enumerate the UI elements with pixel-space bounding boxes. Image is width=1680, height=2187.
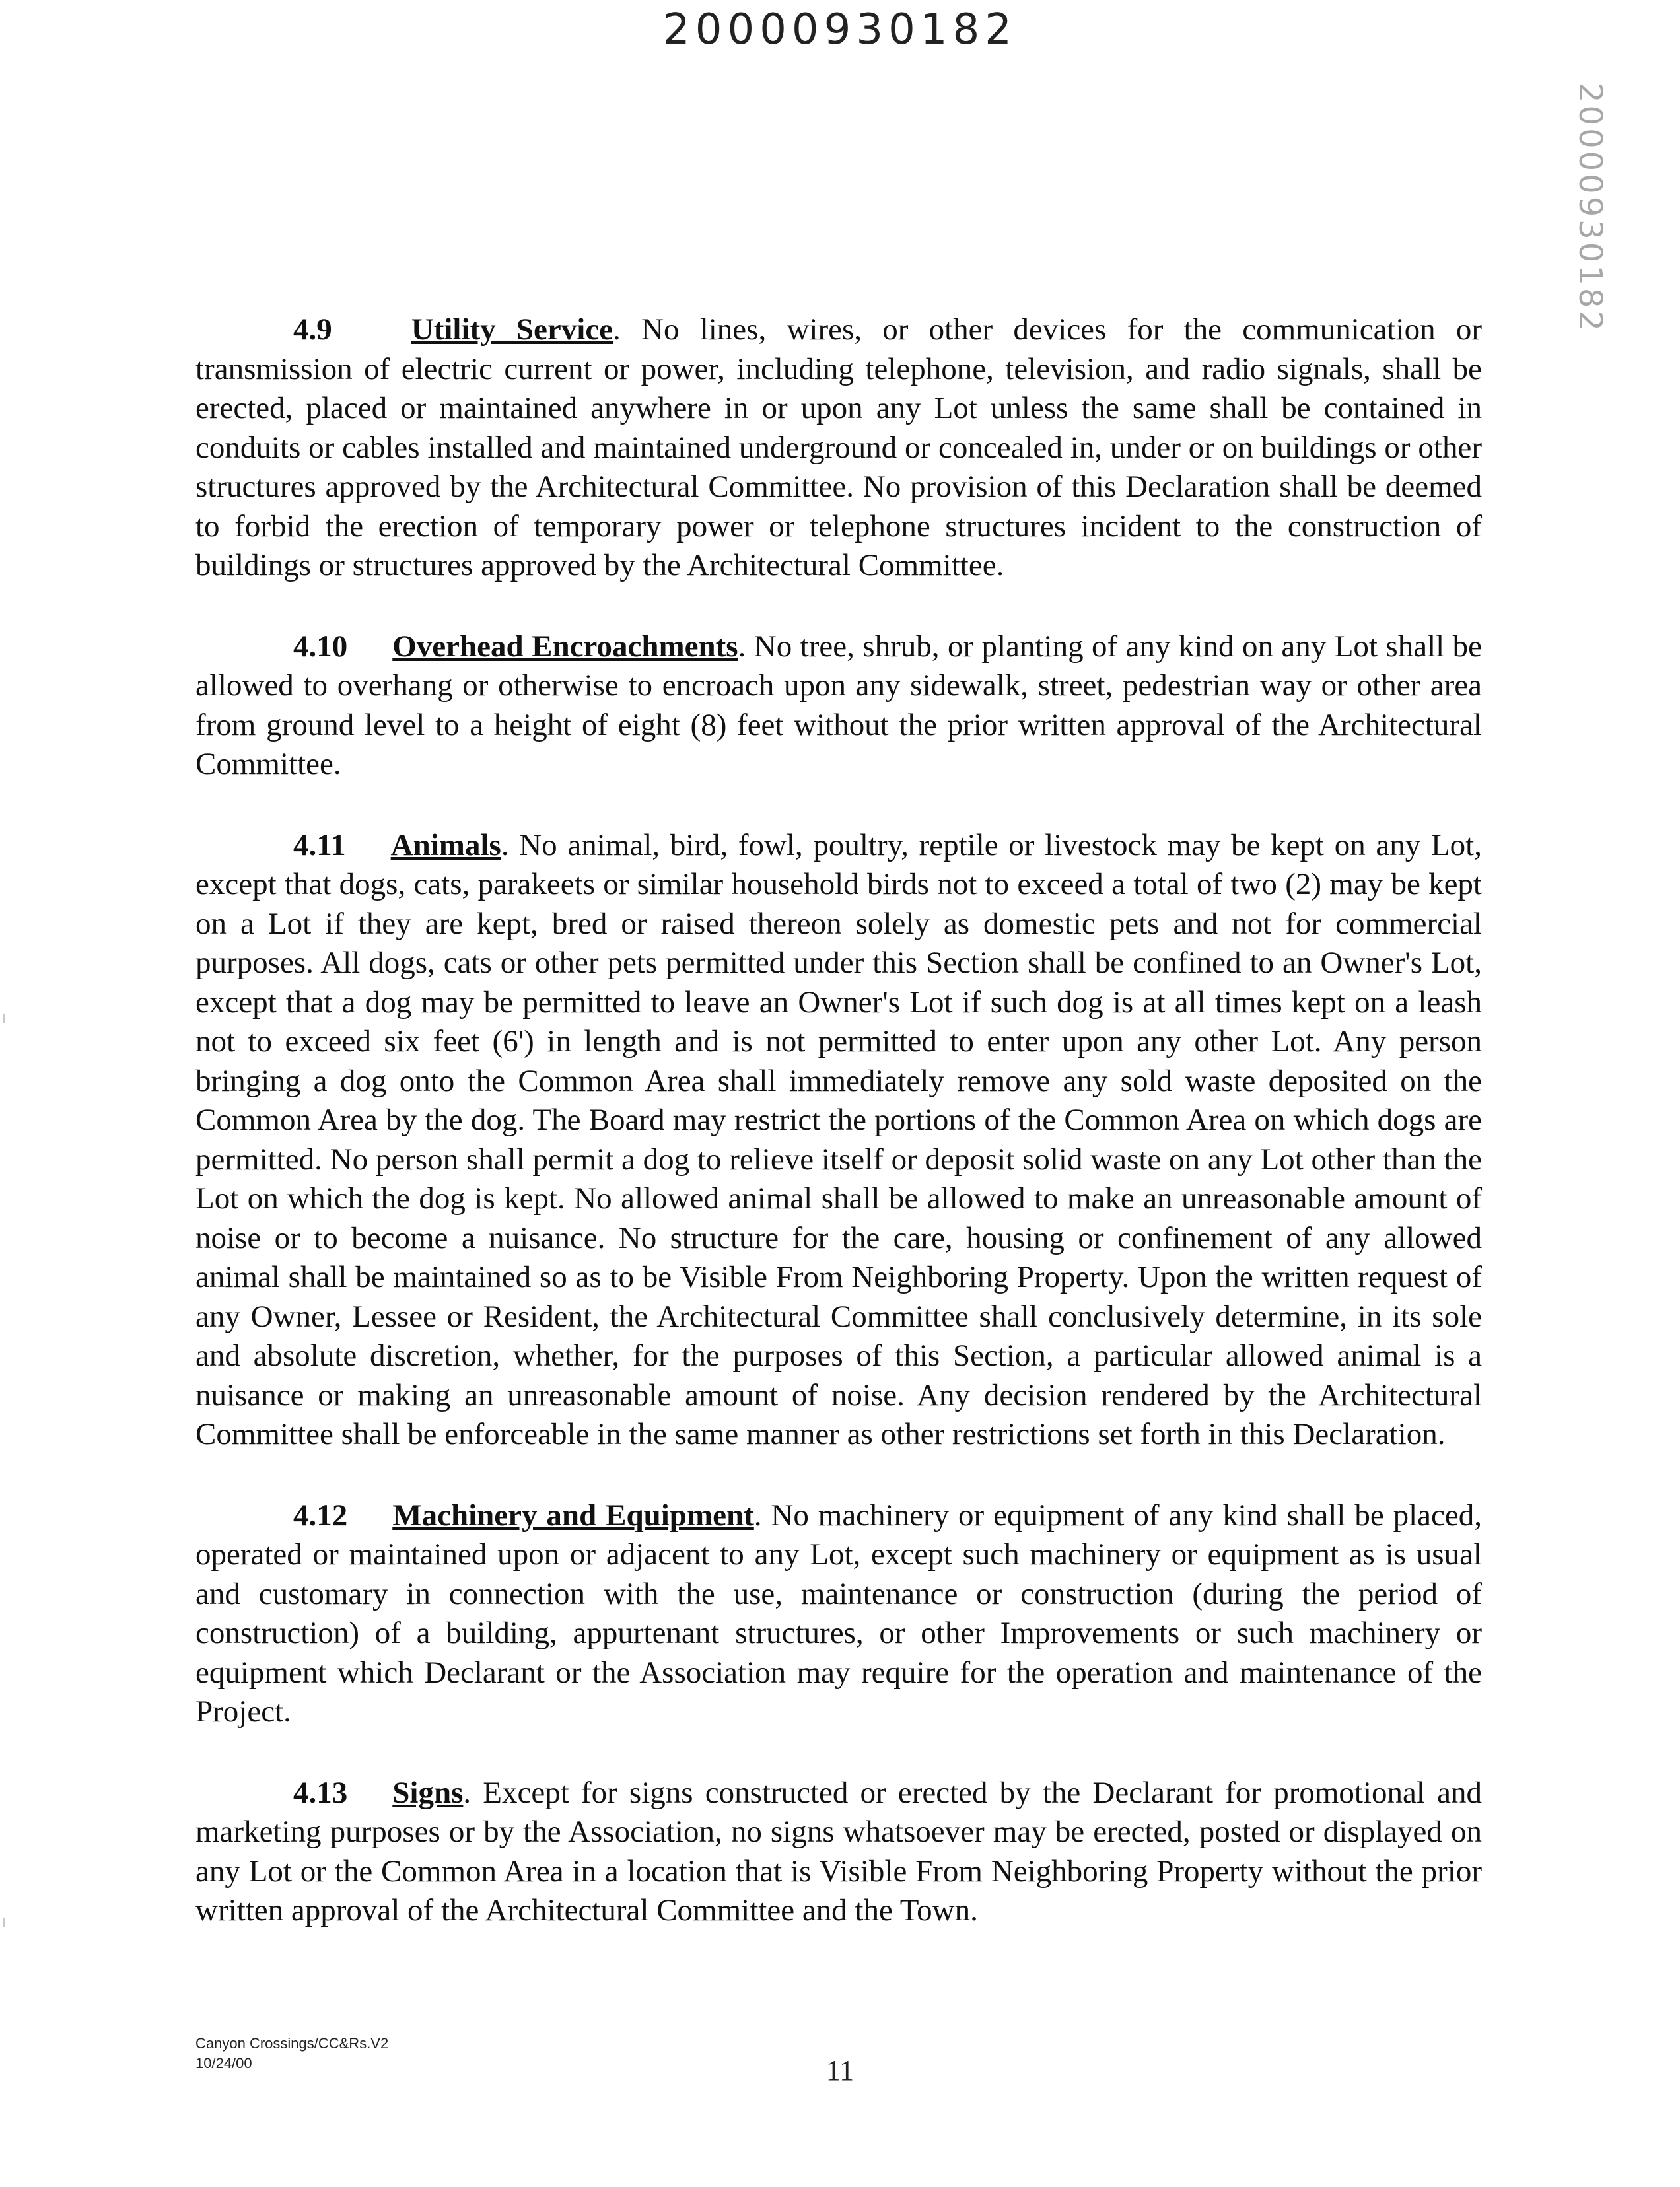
- section-4-13: [195, 1774, 1482, 1931]
- section-4-12: [195, 1496, 1482, 1732]
- section-heading: Animals: [390, 827, 501, 862]
- footer-file-path: Canyon Crossings/CC&Rs.V2: [195, 2035, 389, 2052]
- section-text: No tree, shrub, or planting of any kind on any Lot shall be allowed to overhang or otherwise to encroach upon any sidewalk, street, pedestrian way or other area from ground level to a height of eight (8) feet without the prior written approval of the Architectural Committee.: [195, 629, 1482, 781]
- scan-margin-mark: [3, 1918, 5, 1927]
- section-heading: Utility Service: [411, 312, 613, 347]
- heading-period: .: [463, 1775, 472, 1810]
- section-4-11: [195, 826, 1482, 1455]
- section-4-9: [195, 310, 1482, 586]
- heading-period: .: [738, 629, 746, 664]
- scan-margin-mark: [3, 1014, 5, 1023]
- section-text: No animal, bird, fowl, poultry, reptile or livestock may be kept on any Lot, except that dogs, cats, parakeets or similar household birds not to exceed a total of two (2) may be kept on a Lot if they are kept, bred or raised thereon solely as domestic pets and not for commercial purposes. All dogs, cats or other pets permitted under this Section shall be confined to an Owner's Lot, except that a dog may be permitted to leave an Owner's Lot if such dog is at all times kept on a leash not to exceed six feet (6') in length and is not permitted to enter upon any other Lot. Any person bringing a dog onto the Common Area shall immediately remove any sold waste deposited on the Common Area by the dog. The Board may restrict the portions of the Common Area on which dogs are permitted. No person shall permit a dog to relieve itself or deposit solid waste on any Lot other than the Lot on which the dog is kept. No allowed animal shall be allowed to make an unreasonable amount of noise or to become a nuisance. No structure for the care, housing or confinement of any allowed animal shall be maintained so as to be Visible From Neighboring Property. Upon the written request of any Owner, Lessee or Resident, the Architectural Committee shall conclusively determine, in its sole and absolute discretion, whether, for the purposes of this Section, a particular allowed animal is a nuisance or making an unreasonable amount of noise. Any decision rendered by the Architectural Committee shall be enforceable in the same manner as other restrictions set forth in this Declaration.: [195, 827, 1482, 1451]
- side-recording-stamp: 20000930182: [1572, 83, 1609, 333]
- section-text: No lines, wires, or other devices for the communication or transmission of electric current or power, including telephone, television, and radio signals, shall be erected, placed or maintained anywhere in or upon any Lot unless the same shall be contained in conduits or cables installed and maintained underground or concealed in, under or on buildings or other structures approved by the Architectural Committee. No provision of this Declaration shall be deemed to forbid the erection of temporary power or telephone structures incident to the construction of buildings or structures approved by the Architectural Committee.: [195, 312, 1482, 582]
- section-number: 4.9: [293, 312, 332, 347]
- heading-period: .: [753, 1498, 762, 1533]
- footer-date: 10/24/00: [195, 2055, 252, 2071]
- section-number: 4.12: [293, 1498, 348, 1533]
- heading-period: .: [501, 827, 509, 862]
- heading-period: .: [613, 312, 621, 347]
- section-text: Except for signs constructed or erected by the Declarant for promotional and marketing purposes or by the Association, no signs whatsoever may be erected, posted or displayed on any Lot or the Common Area in a location that is Visible From Neighboring Property without the prior written approval of the Architectural Committee and the Town.: [195, 1775, 1482, 1927]
- document-body: [195, 310, 1482, 1972]
- section-heading: Machinery and Equipment: [392, 1498, 754, 1533]
- section-number: 4.13: [293, 1775, 348, 1810]
- section-text: No machinery or equipment of any kind shall be placed, operated or maintained upon or adjacent to any Lot, except such machinery or equipment as is usual and customary in connection with the use, maintenance or construction (during the period of construction) of a building, appurtenant structures, or other Improvements or such machinery or equipment which Declarant or the Association may require for the operation and maintenance of the Project.: [195, 1498, 1482, 1729]
- section-4-10: [195, 627, 1482, 784]
- page-number: 11: [825, 2054, 855, 2087]
- section-heading: Overhead Encroachments: [392, 629, 738, 664]
- section-number: 4.11: [293, 827, 346, 862]
- section-number: 4.10: [293, 629, 348, 664]
- section-heading: Signs: [392, 1775, 464, 1810]
- document-number: 20000930182: [663, 5, 1017, 54]
